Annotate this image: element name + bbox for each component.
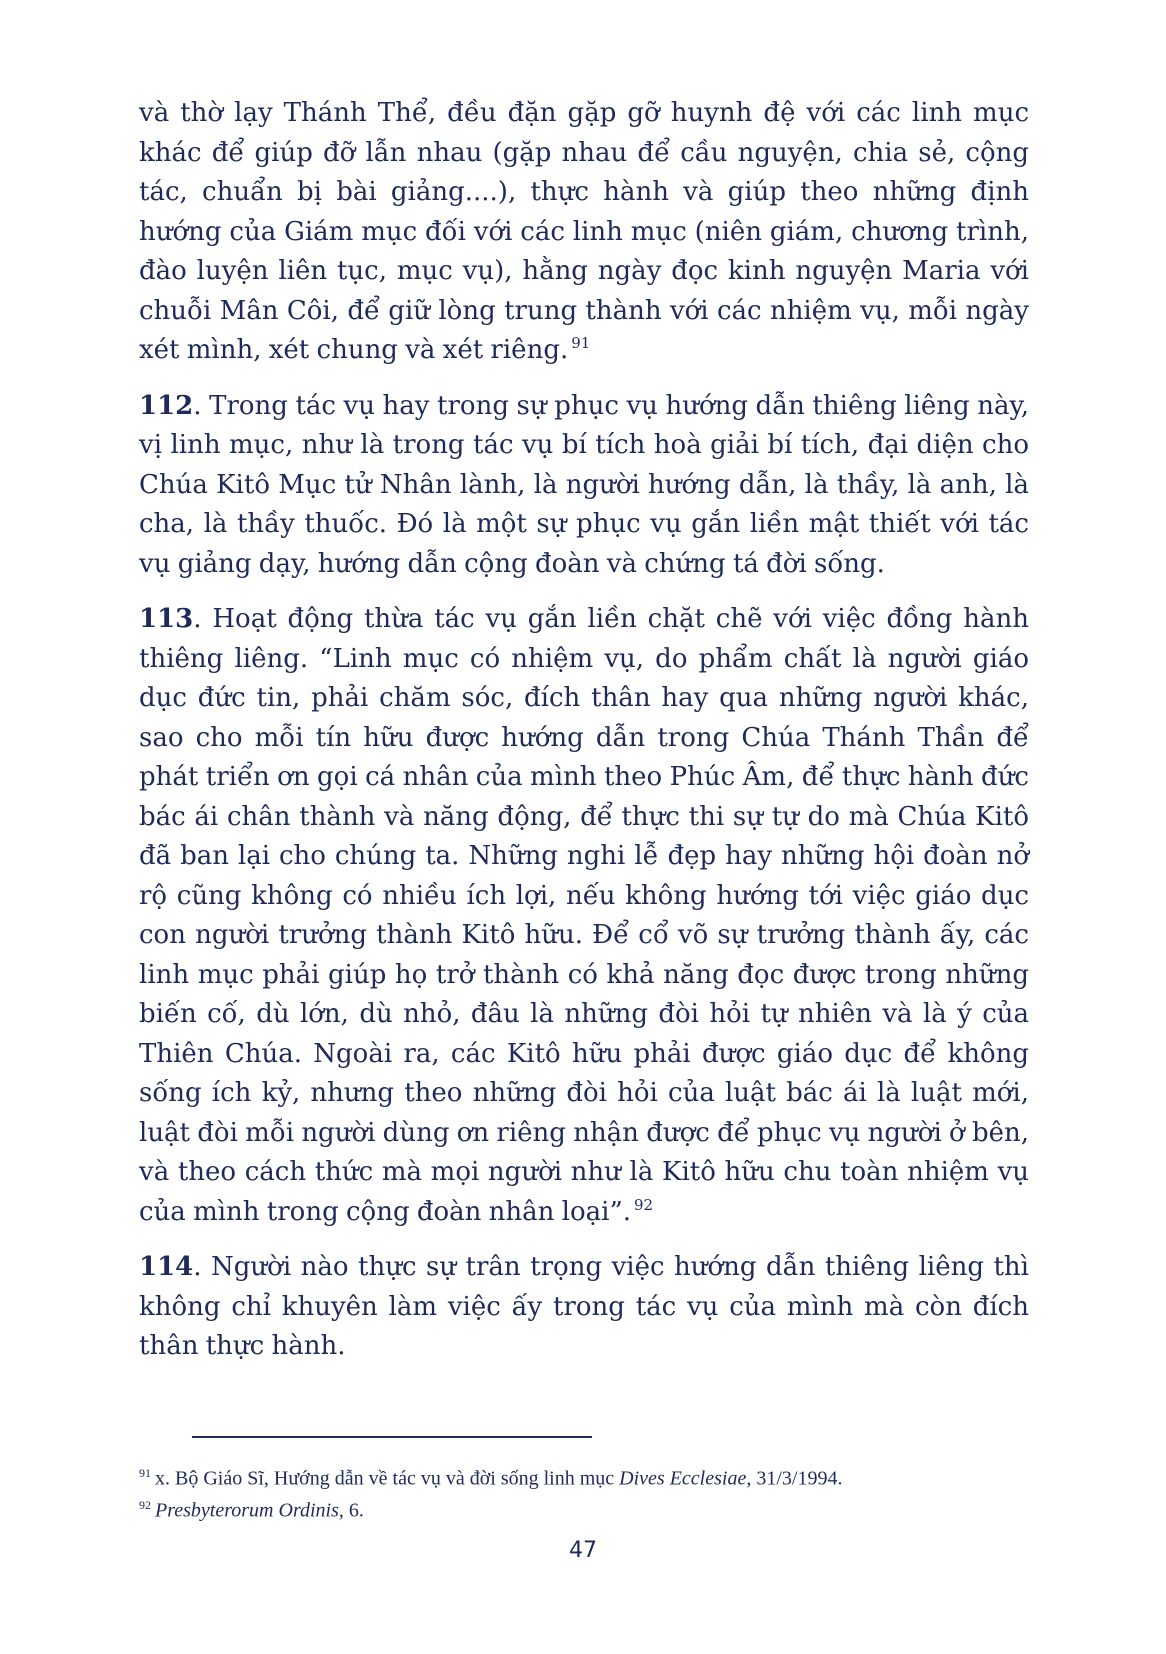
paragraph-113	[139, 600, 1029, 1232]
paragraph-112	[139, 387, 1029, 585]
footnote-title: Dives Ecclesiae	[619, 1467, 747, 1490]
footnote-mark: 91	[139, 1466, 151, 1480]
footnote-ref: 92	[634, 1195, 654, 1214]
page-number: 47	[569, 1538, 597, 1563]
paragraph-114	[139, 1248, 1029, 1367]
paragraph-text: . Người nào thực sự trân trọng việc hướng dẫn thiêng liêng thì không chỉ khuyên làm việc ấy trong tác vụ của mình mà còn đích thân thực hành.	[139, 1252, 1029, 1361]
document-body	[139, 94, 1029, 1383]
footnote-text: x. Bộ Giáo Sĩ, Hướng dẫn về tác vụ và đời sống linh mục	[155, 1467, 620, 1490]
paragraph-number: 113	[139, 604, 194, 634]
footnote-text-after: , 6.	[338, 1499, 364, 1522]
footnote-92	[139, 1492, 1029, 1524]
footnote-mark: 92	[139, 1497, 151, 1512]
paragraph-number: 114	[139, 1252, 194, 1282]
paragraph-text: . Trong tác vụ hay trong sự phục vụ hướng dẫn thiêng liêng này, vị linh mục, như là trong tác vụ bí tích hoà giải bí tích, đại diện cho Chúa Kitô Mục tử Nhân lành, là người hướng dẫn, là thầy, là anh, là cha, là thầy thuốc. Đó là một sự phục vụ gắn liền mật thiết với tác vụ giảng dạy, hướng dẫn cộng đoàn và chứng tá đời sống.	[139, 390, 1029, 579]
footnote-title: Presbyterorum Ordinis	[155, 1499, 339, 1522]
footnote-91	[139, 1460, 1029, 1492]
footnote-separator	[192, 1436, 592, 1438]
paragraph-continuation	[139, 94, 1029, 371]
footnote-ref: 91	[571, 334, 591, 353]
paragraph-text: . Hoạt động thừa tác vụ gắn liền chặt chẽ với việc đồng hành thiêng liêng. “Linh mục có nhiệm vụ, do phẩm chất là người giáo dục đức tin, phải chăm sóc, đích thân hay qua những người khác, sao cho mỗi tín hữu được hướng dẫn trong Chúa Thánh Thần để phát triển ơn gọi cá nhân của mình theo Phúc Âm, để thực hành đức bác ái chân thành và năng động, để thực thi sự tự do mà Chúa Kitô đã ban lại cho chúng ta. Những nghi lễ đẹp hay những hội đoàn nở rộ cũng không có nhiều ích lợi, nếu không hướng tới việc giáo dục con người trưởng thành Kitô hữu. Để cổ võ sự trưởng thành ấy, các linh mục phải giúp họ trở thành có khả năng đọc được trong những biến cố, dù lớn, dù nhỏ, đâu là những đòi hỏi tự nhiên và là ý của Thiên Chúa. Ngoài ra, các Kitô hữu phải được giáo dục để không sống ích kỷ, nhưng theo những đòi hỏi của luật bác ái là luật mới, luật đòi mỗi người dùng ơn riêng nhận được để phục vụ người ở bên, và theo cách thức mà mọi người như là Kitô hữu chu toàn nhiệm vụ của mình trong cộng đoàn nhân loại”.	[139, 604, 1029, 1227]
footnote-text-after: , 31/3/1994.	[746, 1467, 843, 1490]
paragraph-number: 112	[139, 390, 194, 421]
footnotes	[139, 1460, 1029, 1523]
paragraph-text: và thờ lạy Thánh Thể, đều đặn gặp gỡ huynh đệ với các linh mục khác để giúp đỡ lẫn nhau (gặp nhau để cầu nguyện, chia sẻ, cộng tác, chuẩn bị bài giảng....), thực hành và giúp theo những định hướng của Giám mục đối với các linh mục (niên giám, chương trình, đào luyện liên tục, mục vụ), hằng ngày đọc kinh nguyện Maria với chuỗi Mân Côi, để giữ lòng trung thành với các nhiệm vụ, mỗi ngày xét mình, xét chung và xét riêng.	[139, 98, 1029, 365]
